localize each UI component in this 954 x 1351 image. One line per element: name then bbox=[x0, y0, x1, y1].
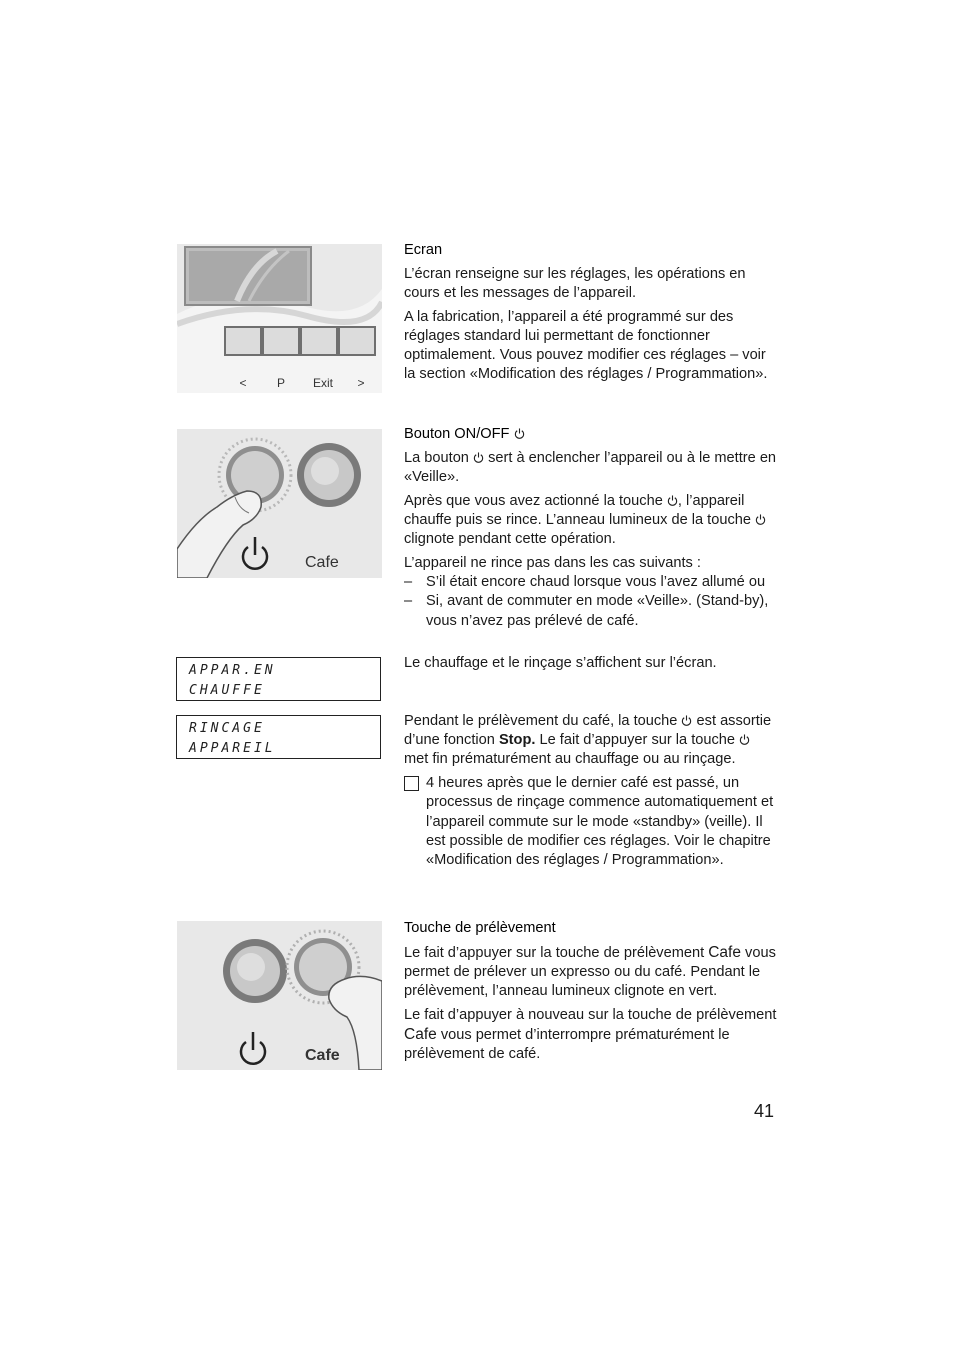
lcd-line-1: APPAR.EN bbox=[189, 663, 276, 678]
lcd-line-2: APPAREIL bbox=[189, 741, 276, 756]
lcd-line-2: CHAUFFE bbox=[189, 683, 265, 698]
power-icon bbox=[739, 734, 750, 745]
list-item: – S’il était encore chaud lorsque vous l’avez allumé ou bbox=[404, 574, 766, 591]
lcd-display-rinsing bbox=[176, 715, 381, 759]
page-number: 41 bbox=[754, 1101, 775, 1121]
paragraph: L’appareil ne rince pas dans les cas suivants : bbox=[404, 555, 701, 571]
onoff-button-illustration bbox=[177, 429, 382, 578]
paragraph-display-info: Le chauffage et le rinçage s’affichent sur l’écran. bbox=[404, 655, 717, 671]
paragraph: Le fait d’appuyer à nouveau sur la touche de prélèvement Cafe vous permet d’interrompre prématurément le prélèvement de café. bbox=[404, 1007, 777, 1063]
section-prelevement bbox=[404, 919, 778, 1069]
panel-label-left: < bbox=[239, 376, 247, 390]
cafe-button-illustration bbox=[177, 921, 382, 1070]
cafe-label: Cafe bbox=[305, 1047, 340, 1064]
power-icon bbox=[473, 452, 484, 463]
paragraph: La bouton sert à enclencher l’appareil ou à le mettre en «Veille». bbox=[404, 449, 777, 485]
power-icon bbox=[755, 514, 766, 525]
panel-label-p: P bbox=[276, 376, 286, 390]
paragraph: A la fabrication, l’appareil a été programmé sur des réglages standard lui permettant de fonctionner optimalement. Vous pouvez modifier ces réglages – voir la section «Modification des réglages / Programmation». bbox=[404, 308, 768, 383]
note: 4 heures après que le dernier café est passé, un processus de rinçage commence automatiquement et l’appareil commute sur le mode «standby» (veille). Il est possible de modifier ces réglages. Voir le chapitre «Modification des réglages / Programmation». bbox=[404, 774, 778, 870]
display-panel-figure bbox=[177, 244, 382, 393]
paragraph: Après que vous avez actionné la touche , l’appareil chauffe puis se rince. L’anneau lumineux de la touche clignote pendant cette opération. bbox=[404, 492, 778, 550]
section-ecran bbox=[404, 241, 778, 389]
panel-label-exit: Exit bbox=[312, 376, 334, 390]
lcd-line-1: RINCAGE bbox=[189, 721, 265, 736]
onoff-button-figure bbox=[177, 429, 382, 578]
power-icon bbox=[667, 495, 678, 506]
section-title: Touche de prélèvement bbox=[404, 920, 556, 936]
note-icon bbox=[404, 776, 419, 791]
paragraph: L’écran renseigne sur les réglages, les opérations en cours et les messages de l’appareil. bbox=[404, 265, 746, 301]
section-stop bbox=[404, 712, 778, 870]
cafe-key-label: Cafe bbox=[708, 943, 741, 961]
section-title: Ecran bbox=[404, 242, 443, 258]
section-onoff bbox=[404, 425, 778, 631]
list-item: – Si, avant de commuter en mode «Veille». (Stand-by), vous n’avez pas prélevé de café. bbox=[404, 593, 769, 629]
panel-label-right: > bbox=[357, 376, 365, 390]
cafe-label: Cafe bbox=[305, 554, 339, 571]
power-icon bbox=[681, 715, 692, 726]
cafe-key-label: Cafe bbox=[404, 1026, 437, 1044]
paragraph: Le fait d’appuyer sur la touche de prélèvement Cafe vous permet de prélever un expresso ou du café. Pendant le prélèvement, l’anneau lumineux clignote en vert. bbox=[404, 943, 776, 1000]
section-title: Bouton ON/OFF bbox=[404, 425, 778, 444]
bullet-list bbox=[404, 573, 778, 631]
paragraph: Pendant le prélèvement du café, la touche est assortie d’une fonction Stop. Le fait d’appuyer sur la touche met fin prématurément au chauffage ou au rinçage. bbox=[404, 713, 772, 768]
cafe-button-figure bbox=[177, 921, 382, 1070]
display-panel-illustration bbox=[177, 244, 382, 393]
power-icon bbox=[514, 428, 525, 439]
lcd-display-heating bbox=[176, 657, 381, 701]
